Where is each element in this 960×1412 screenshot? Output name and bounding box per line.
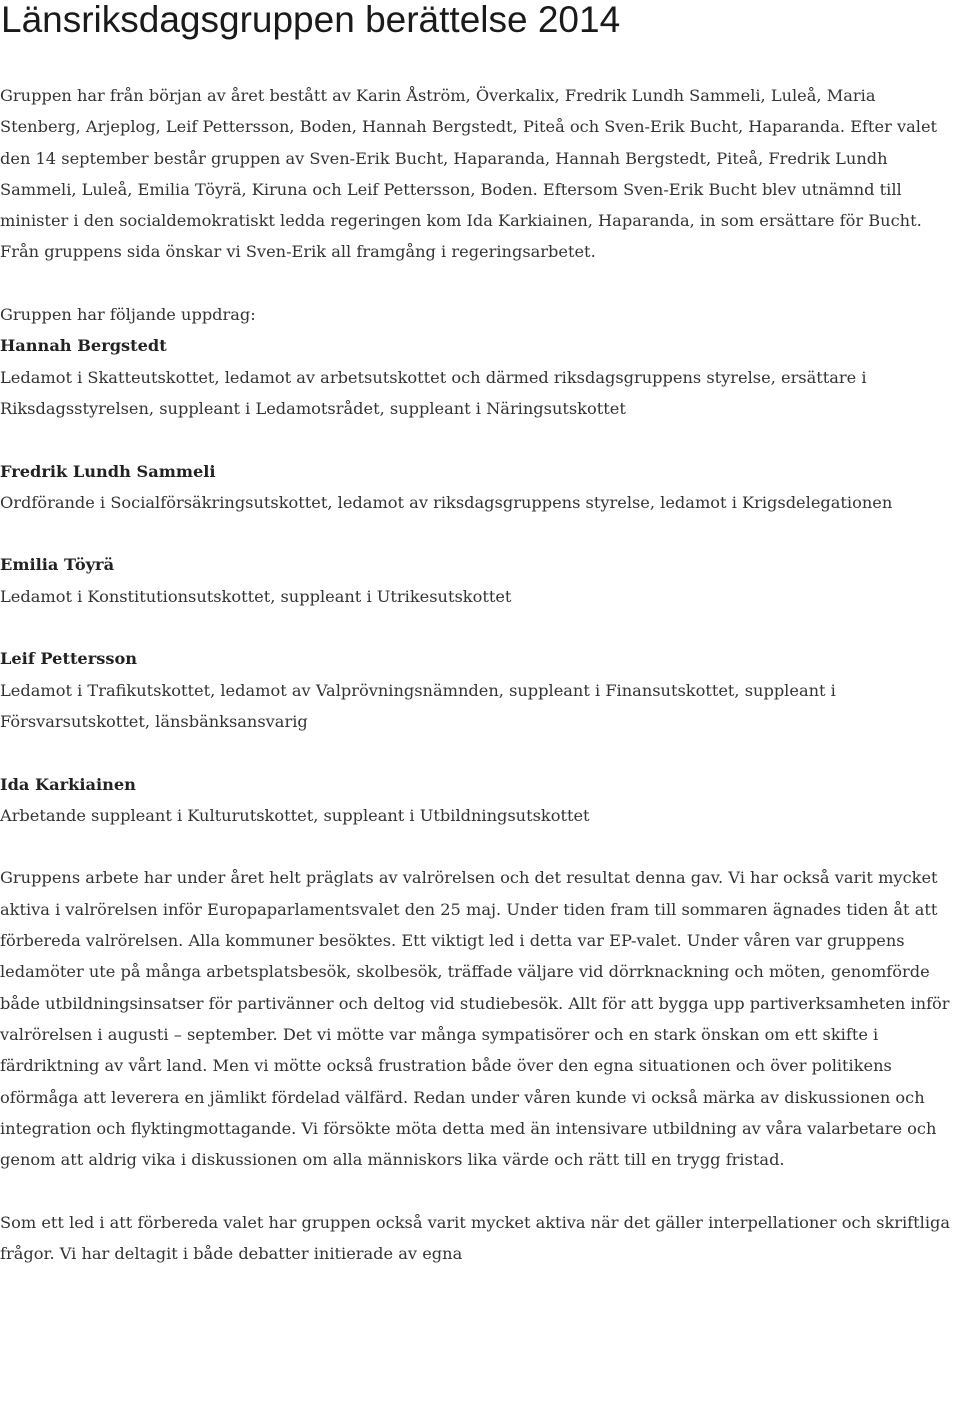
paragraph-spacer <box>0 1175 956 1206</box>
member-block <box>0 330 956 424</box>
member-block <box>0 549 956 612</box>
paragraph-spacer <box>0 518 956 549</box>
member-roles: Arbetande suppleant i Kulturutskottet, suppleant i Utbildningsutskottet <box>0 805 590 825</box>
member-block <box>0 456 956 519</box>
member-block <box>0 769 956 832</box>
final-paragraph: Som ett led i att förbereda valet har gruppen också varit mycket aktiva när det gäller interpellationer och skriftliga frågor. Vi har deltagit i både debatter initierade av egna <box>0 1212 951 1263</box>
member-block <box>0 643 956 737</box>
member-roles: Ordförande i Socialförsäkringsutskottet, ledamot av riksdagsgruppens styrelse, ledamot i Krigsdelegationen <box>0 492 893 512</box>
intro-paragraph: Gruppen har från början av året bestått av Karin Åström, Överkalix, Fredrik Lundh Sammeli, Luleå, Maria Stenberg, Arjeplog, Leif Pettersson, Boden, Hannah Bergstedt, Piteå och Sven-Erik Bucht, Haparanda. Efter valet den 14 september består gruppen av Sven-Erik Bucht, Haparanda, Hannah Bergstedt, Piteå, Fredrik Lundh Sammeli, Luleå, Emilia Töyrä, Kiruna och Leif Pettersson, Boden. Eftersom Sven-Erik Bucht blev utnämnd till minister i den socialdemokratiskt ledda regeringen kom Ida Karkiainen, Haparanda, in som ersättare för Bucht. Från gruppens sida önskar vi Sven-Erik all framgång i regeringsarbetet. <box>0 86 938 262</box>
member-name: Hannah Bergstedt <box>0 336 167 356</box>
paragraph-spacer <box>0 737 956 768</box>
member-name: Fredrik Lundh Sammeli <box>0 461 216 481</box>
paragraph-spacer <box>0 612 956 643</box>
member-roles: Ledamot i Trafikutskottet, ledamot av Valprövningsnämnden, suppleant i Finansutskottet, suppleant i Försvarsutskottet, länsbänksansvarig <box>0 680 836 731</box>
paragraph-spacer <box>0 831 956 862</box>
document-title: Länsriksdagsgruppen berättelse 2014 <box>1 0 621 40</box>
member-roles: Ledamot i Konstitutionsutskottet, suppleant i Utrikesutskottet <box>0 586 512 606</box>
work-paragraph: Gruppens arbete har under året helt präglats av valrörelsen och det resultat denna gav. Vi har också varit mycket aktiva i valrörelsen inför Europaparlamentsvalet den 25 maj. Under tiden fram till sommaren ägnades tiden åt att förbereda valrörelsen. Alla kommuner besöktes. Ett viktigt led i detta var EP-valet. Under våren var gruppens ledamöter ute på många arbetsplatsbesök, skolbesök, träffade väljare vid dörrknackning och möten, genomförde både utbildningsinsatser för partivänner och deltog vid studiebesök. Allt för att bygga upp partiverksamheten inför valrörelsen i augusti – september. Det vi mötte var många sympatisörer och en stark önskan om ett skifte i färdriktning av vårt land. Men vi mötte också frustration både över den egna situationen och över politikens oförmåga att leverera en jämlikt fördelad välfärd. Redan under våren kunde vi också märka av diskussionen och integration och flyktingmottagande. Vi försökte möta detta med än intensivare utbildning av våra valarbetare och genom att aldrig vika i diskussionen om alla människors lika värde och rätt till en trygg fristad. <box>0 868 950 1170</box>
member-name: Emilia Töyrä <box>0 555 115 575</box>
paragraph-spacer <box>0 424 956 455</box>
document-body <box>0 80 956 1269</box>
member-name: Leif Pettersson <box>0 649 138 669</box>
paragraph-spacer <box>0 268 956 299</box>
member-roles: Ledamot i Skatteutskottet, ledamot av arbetsutskottet och därmed riksdagsgruppens styrelse, ersättare i Riksdagsstyrelsen, suppleant i Ledamotsrådet, suppleant i Näringsutskottet <box>0 367 867 418</box>
member-name: Ida Karkiainen <box>0 774 136 794</box>
assignments-heading: Gruppen har följande uppdrag: <box>0 305 256 325</box>
